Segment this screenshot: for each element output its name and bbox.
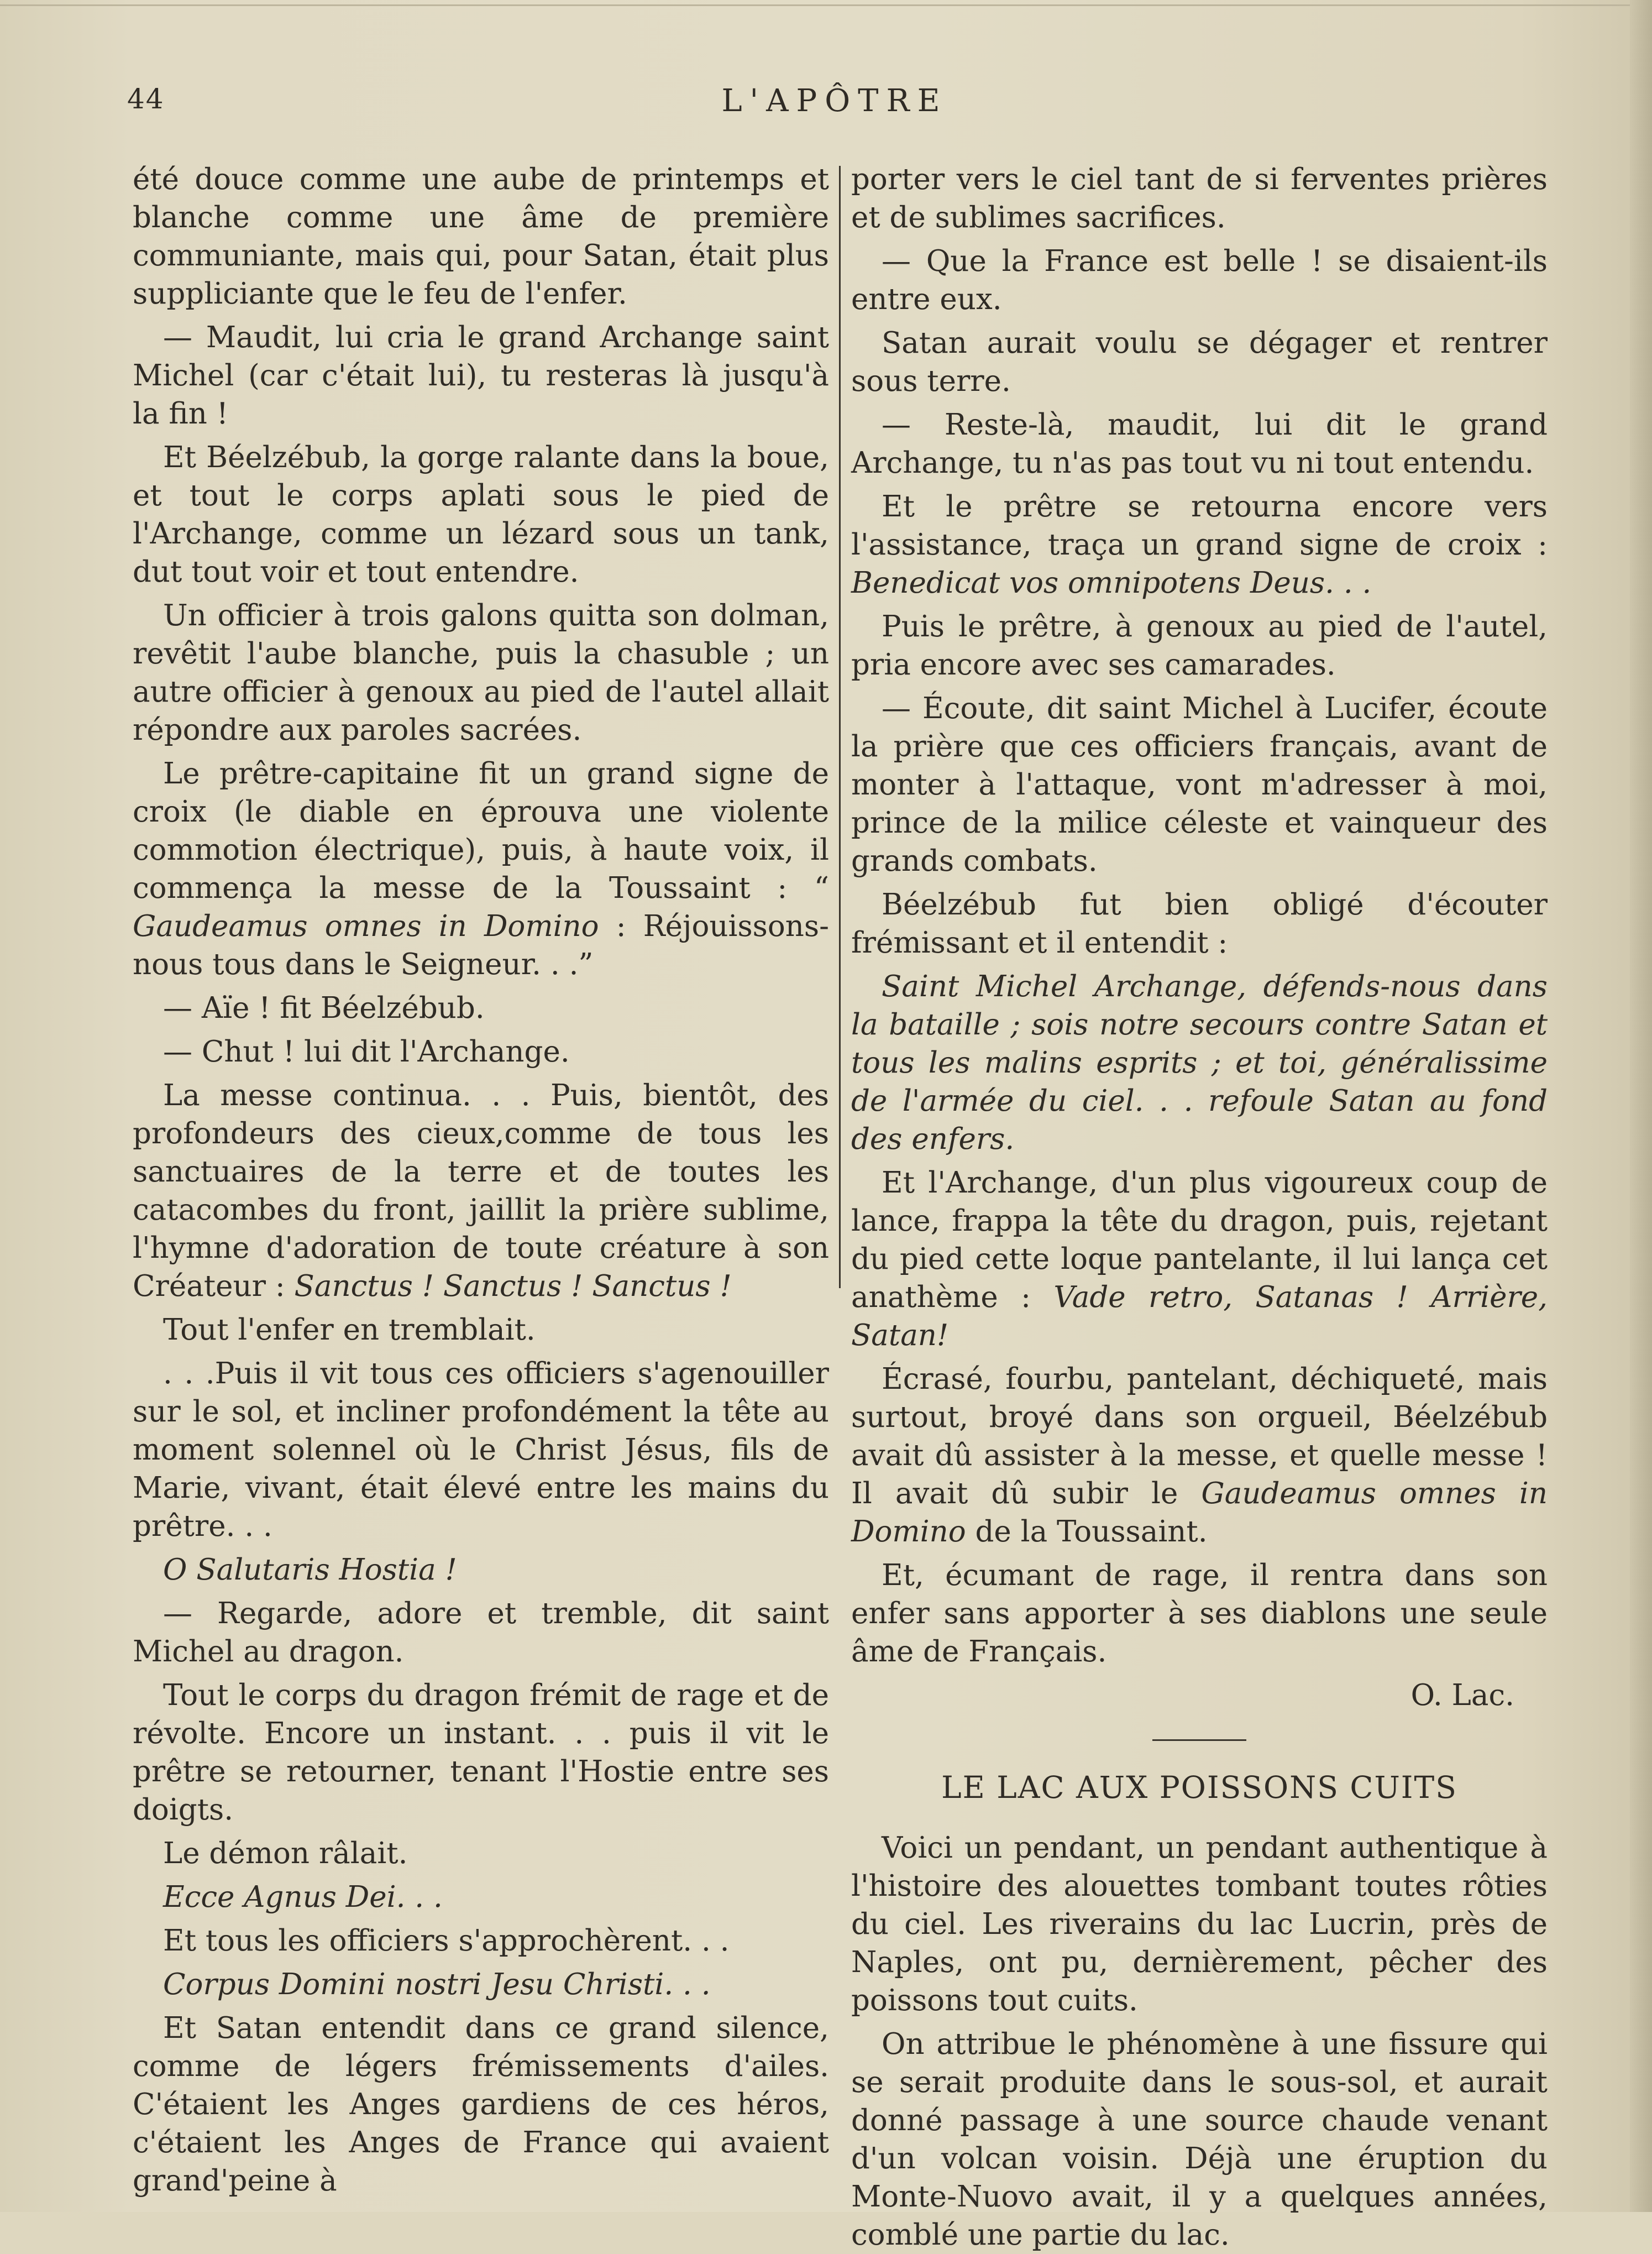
column-divider xyxy=(839,166,841,1288)
text-run: : Réjouissons-nous tous dans le Seigneur. . .” xyxy=(133,909,829,981)
paragraph: Un officier à trois galons quitta son dolman, revêtit l'aube blanche, puis la chasuble ; un autre officier à genoux au pied de l'autel allait répondre aux paroles sacrées. xyxy=(133,599,829,747)
page-header xyxy=(127,83,1542,127)
paragraph xyxy=(133,1965,829,2004)
article-title: LE LAC AUX POISSONS CUITS xyxy=(941,1770,1457,1805)
text-run: La messe continua. . . Puis, bientôt, des profondeurs des cieux,comme de tous les sanctuaires de la terre et de toutes les catacombes du front, jaillit la prière sublime, l'hymne d'adoration de toute créature à son Créateur : xyxy=(133,1079,829,1303)
paragraph: Et Béelzébub, la gorge ralante dans la boue, et tout le corps aplati sous le pied de l'Archange, comme un lézard sous un tank, dut tout voir et tout entendre. xyxy=(133,441,829,589)
italic-text: Saint Michel Archange, défends-nous dans la bataille ; sois notre secours contre Satan et tous les malins esprits ; et toi, généralissime de l'armée du ciel. . . refoule Satan au fond des enfers. xyxy=(851,970,1548,1156)
text-run: Écrasé, fourbu, pantelant, déchiqueté, mais surtout, broyé dans son orgueil, Béelzébub avait dû assister à la messe, et quelle messe ! Il avait dû subir le xyxy=(851,1362,1548,1510)
article-paragraph: Voici un pendant, un pendant authentique à l'histoire des alouettes tombant toutes rôties du ciel. Les riverains du lac Lucrin, près de Naples, ont pu, dernièrement, pêcher des poissons tout cuits. xyxy=(851,1831,1548,2017)
italic-text: Ecce Agnus Dei. . . xyxy=(163,1880,443,1914)
paragraph: — Aïe ! fit Béelzébub. xyxy=(163,991,485,1025)
paragraph: . . .Puis il vit tous ces officiers s'agenouiller sur le sol, et incliner profondément la tête au moment solennel où le Christ Jésus, fils de Marie, vivant, était élevé entre les mains du prêtre. . . xyxy=(133,1357,829,1543)
paragraph: — Chut ! lui dit l'Archange. xyxy=(163,1035,570,1069)
italic-text: O Salutaris Hostia ! xyxy=(163,1553,457,1587)
paragraph: Tout le corps du dragon frémit de rage et de révolte. Encore un instant. . . puis il vit le prêtre se retourner, tenant l'Hostie entre ses doigts. xyxy=(133,1678,829,1827)
article-paragraph: On attribue le phénomène à une fissure qui se serait produite dans le sous-sol, et aurait donné passage à une source chaude venant d'un volcan voisin. Déjà une éruption du Monte-Nuovo avait, il y a quelques années, comblé une partie du lac. xyxy=(851,2027,1548,2252)
article-separator xyxy=(1152,1739,1246,1741)
paragraph xyxy=(851,1360,1548,1551)
paragraph: — Maudit, lui cria le grand Archange saint Michel (car c'était lui), tu resteras là jusqu'à la fin ! xyxy=(133,321,829,431)
left-column xyxy=(133,160,829,2200)
paragraph: Et tous les officiers s'approchèrent. . . xyxy=(163,1924,730,1958)
paragraph xyxy=(851,968,1548,1158)
paragraph xyxy=(851,488,1548,602)
paragraph: — Que la France est belle ! se disaient-ils entre eux. xyxy=(851,244,1548,316)
right-column-article-end xyxy=(851,160,1548,1714)
paragraph: Le démon râlait. xyxy=(163,1837,408,1870)
paragraph: — Regarde, adore et tremble, dit saint Michel au dragon. xyxy=(133,1597,829,1669)
italic-text: Sanctus ! Sanctus ! Sanctus ! xyxy=(294,1269,732,1303)
paragraph xyxy=(133,1551,829,1589)
right-column xyxy=(851,160,1548,2254)
italic-text: Vade retro, Satanas ! Arrière, Satan! xyxy=(851,1280,1548,1352)
paragraph: Et, écumant de rage, il rentra dans son enfer sans apporter à ses diablons une seule âme de Français. xyxy=(851,1559,1548,1669)
text-run: Et le prêtre se retourna encore vers l'assistance, traça un grand signe de croix : xyxy=(851,490,1548,562)
paragraph: — Écoute, dit saint Michel à Lucifer, écoute la prière que ces officiers français, avant de monter à l'attaque, vont m'adresser à moi, prince de la milice céleste et vainqueur des grands combats. xyxy=(851,692,1548,878)
paragraph: Satan aurait voulu se dégager et rentrer sous terre. xyxy=(851,326,1548,398)
paragraph: Tout l'enfer en tremblait. xyxy=(163,1313,536,1347)
paragraph: été douce comme une aube de printemps et blanche comme une âme de première communiante, mais qui, pour Satan, était plus suppliciante que le feu de l'enfer. xyxy=(133,163,829,311)
page-edge-shadow xyxy=(1630,0,1652,2212)
paragraph: Puis le prêtre, à genoux au pied de l'autel, pria encore avec ses camarades. xyxy=(851,610,1548,682)
paragraph: Béelzébub fut bien obligé d'écouter frémissant et il entendit : xyxy=(851,888,1548,960)
paragraph xyxy=(133,755,829,984)
paragraph xyxy=(133,1878,829,1916)
italic-text: Gaudeamus omnes in Domino xyxy=(133,909,599,943)
running-title: L'APÔTRE xyxy=(721,83,948,119)
italic-text: Benedicat vos omnipotens Deus. . . xyxy=(851,566,1372,600)
page-number: 44 xyxy=(127,83,165,115)
top-rule xyxy=(0,4,1652,6)
paragraph: — Reste-là, maudit, lui dit le grand Archange, tu n'as pas tout vu ni tout entendu. xyxy=(851,408,1548,480)
text-run: de la Toussaint. xyxy=(966,1515,1208,1549)
text-run: Le prêtre-capitaine fit un grand signe de croix (le diable en éprouva une violente commotion électrique), puis, à haute voix, il commença la messe de la Toussaint : “ xyxy=(133,757,829,905)
paragraph: Et Satan entendit dans ce grand silence, comme de légers frémissements d'ailes. C'étaient les Anges gardiens de ces héros, c'étaient les Anges de France qui avaient grand'peine à xyxy=(133,2011,829,2198)
author-signature: O. Lac. xyxy=(1410,1678,1514,1712)
italic-text: Gaudeamus omnes in Domino xyxy=(851,1477,1548,1549)
paragraph xyxy=(133,1076,829,1305)
italic-text: Corpus Domini nostri Jesu Christi. . . xyxy=(163,1968,711,2001)
paragraph xyxy=(851,1164,1548,1355)
paragraph: porter vers le ciel tant de si ferventes prières et de sublimes sacrifices. xyxy=(851,163,1548,234)
text-run: Et l'Archange, d'un plus vigoureux coup de lance, frappa la tête du dragon, puis, rejetant du pied cette loque pantelante, il lui lança cet anathème : xyxy=(851,1166,1548,1314)
